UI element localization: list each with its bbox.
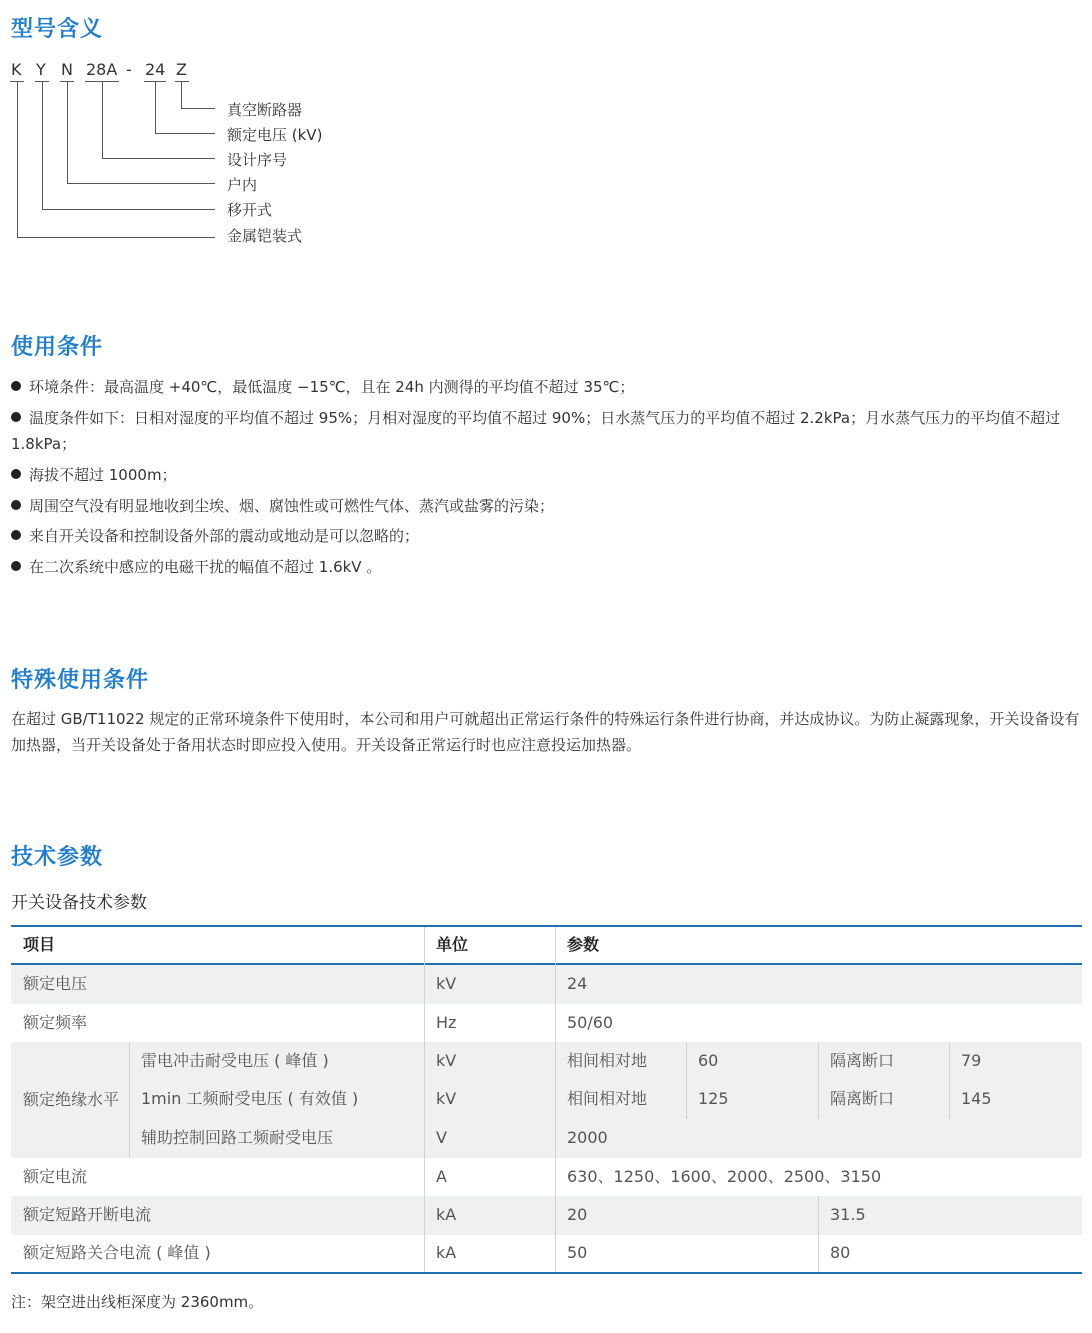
code-dash: - — [126, 60, 132, 79]
row-value: 20 — [567, 1205, 588, 1224]
row-band — [11, 1196, 1082, 1235]
header-param: 参数 — [567, 935, 600, 954]
row-value: 50/60 — [567, 1013, 614, 1032]
row-unit: V — [436, 1128, 447, 1147]
meaning-rated-voltage: 额定电压 (kV) — [227, 126, 323, 144]
special-conditions-text: 在超过 GB/T11022 规定的正常环境条件下使用时，本公司和用户可就超出正常运行条件的特殊运行条件进行协商，并达成协议。为防止凝露现象，开关设备设有加热器，当开关设备处于备用状态时即应投入使用。开关设备正常运行时也应注意投运加热器。 — [11, 710, 1080, 754]
row-label: 额定电流 — [23, 1167, 88, 1186]
header-unit: 单位 — [436, 935, 469, 954]
row-unit: Hz — [436, 1013, 457, 1032]
col-sep — [424, 927, 425, 1272]
connector-28a — [102, 82, 103, 158]
condition-item — [11, 462, 1083, 488]
row-unit: kV — [436, 1051, 457, 1070]
condition-text: 来自开关设备和控制设备外部的震动或地动是可以忽略的； — [29, 527, 420, 545]
condition-text: 海拔不超过 1000m； — [29, 466, 177, 484]
connector-n — [67, 82, 68, 183]
col-sep — [818, 1196, 819, 1272]
row-value: 79 — [961, 1051, 982, 1070]
row-band — [11, 965, 1082, 1004]
table-top-rule — [11, 925, 1082, 927]
row-label: 额定频率 — [23, 1013, 88, 1032]
row-value: 60 — [698, 1051, 719, 1070]
col-sep — [555, 927, 556, 1272]
code-k: K — [11, 60, 22, 79]
header-item: 项目 — [23, 935, 56, 954]
bullet-icon — [11, 381, 21, 391]
bullet-icon — [11, 469, 21, 479]
meaning-vacuum-breaker: 真空断路器 — [227, 101, 303, 119]
row-label: 1min 工频耐受电压 ( 有效值 ) — [141, 1089, 359, 1108]
condition-item — [11, 493, 1083, 519]
table-bottom-rule — [11, 1272, 1082, 1274]
row-value: 31.5 — [830, 1205, 866, 1224]
col-sep — [818, 1042, 819, 1119]
row-label: 额定短路开断电流 — [23, 1205, 152, 1224]
col-sep — [949, 1042, 950, 1119]
row-unit: kA — [436, 1243, 457, 1262]
row-value: 24 — [567, 974, 588, 993]
meaning-indoor: 户内 — [227, 176, 258, 194]
condition-text: 环境条件：最高温度 +40℃，最低温度 −15℃，且在 24h 内测得的平均值不超过 35℃； — [29, 378, 635, 396]
code-y: Y — [36, 60, 46, 79]
row-unit: kA — [436, 1205, 457, 1224]
code-28a: 28A — [86, 60, 118, 79]
connector-y — [42, 82, 43, 209]
row-sublabel: 相间相对地 — [567, 1089, 648, 1108]
row-unit: kV — [436, 1089, 457, 1108]
hline-y — [42, 209, 215, 210]
section-title-tech: 技术参数 — [11, 845, 104, 870]
row-label: 雷电冲击耐受电压 ( 峰值 ) — [141, 1051, 329, 1070]
code-24: 24 — [145, 60, 166, 79]
meaning-metal-clad: 金属铠装式 — [227, 227, 303, 245]
insulation-group-label: 额定绝缘水平 — [23, 1090, 120, 1109]
condition-text: 周围空气没有明显地收到尘埃、烟、腐蚀性或可燃性气体、蒸汽或盐雾的污染； — [29, 497, 555, 515]
meaning-withdrawable: 移开式 — [227, 201, 273, 219]
row-sublabel: 隔离断口 — [830, 1051, 895, 1070]
table-subtitle: 开关设备技术参数 — [11, 893, 147, 913]
section-title-conditions: 使用条件 — [11, 335, 104, 360]
hline-28a — [102, 158, 215, 159]
hline-k — [17, 237, 215, 238]
condition-item — [11, 405, 1083, 457]
row-label: 辅助控制回路工频耐受电压 — [141, 1128, 334, 1147]
bullet-icon — [11, 561, 21, 571]
code-z: Z — [176, 60, 187, 79]
row-sublabel: 相间相对地 — [567, 1051, 648, 1070]
condition-text: 温度条件如下：日相对湿度的平均值不超过 95%；月相对湿度的平均值不超过 90%；日水蒸气压力的平均值不超过 2.2kPa；月水蒸气压力的平均值不超过 1.8kPa； — [11, 409, 1061, 453]
row-value: 80 — [830, 1243, 851, 1262]
bullet-icon — [11, 500, 21, 510]
col-sep — [129, 1042, 130, 1158]
row-unit: A — [436, 1167, 447, 1186]
underline-z — [175, 81, 189, 82]
row-sublabel: 隔离断口 — [830, 1089, 895, 1108]
row-label: 额定电压 — [23, 974, 88, 993]
hline-z — [181, 108, 215, 109]
condition-text: 在二次系统中感应的电磁干扰的幅值不超过 1.6kV 。 — [29, 558, 382, 576]
condition-item — [11, 374, 1083, 400]
section-title-special: 特殊使用条件 — [11, 668, 150, 693]
row-value: 630、1250、1600、2000、2500、3150 — [567, 1167, 882, 1186]
col-sep — [686, 1042, 687, 1119]
row-label: 额定短路关合电流 ( 峰值 ) — [23, 1243, 211, 1262]
hline-24 — [155, 133, 215, 134]
row-unit: kV — [436, 974, 457, 993]
condition-item — [11, 554, 1083, 580]
meaning-design-serial: 设计序号 — [227, 151, 288, 169]
row-value: 2000 — [567, 1128, 608, 1147]
condition-item — [11, 523, 1083, 549]
section-title-model: 型号含义 — [11, 17, 104, 42]
hline-n — [67, 183, 215, 184]
bullet-icon — [11, 530, 21, 540]
row-value: 145 — [961, 1089, 992, 1108]
row-value: 50 — [567, 1243, 588, 1262]
connector-24 — [155, 82, 156, 133]
connector-z — [181, 82, 182, 108]
footnote: 注：架空进出线柜深度为 2360mm。 — [11, 1293, 264, 1311]
bullet-icon — [11, 412, 21, 422]
model-diagram — [0, 0, 400, 260]
connector-k — [17, 82, 18, 237]
code-n: N — [61, 60, 73, 79]
row-value: 125 — [698, 1089, 729, 1108]
